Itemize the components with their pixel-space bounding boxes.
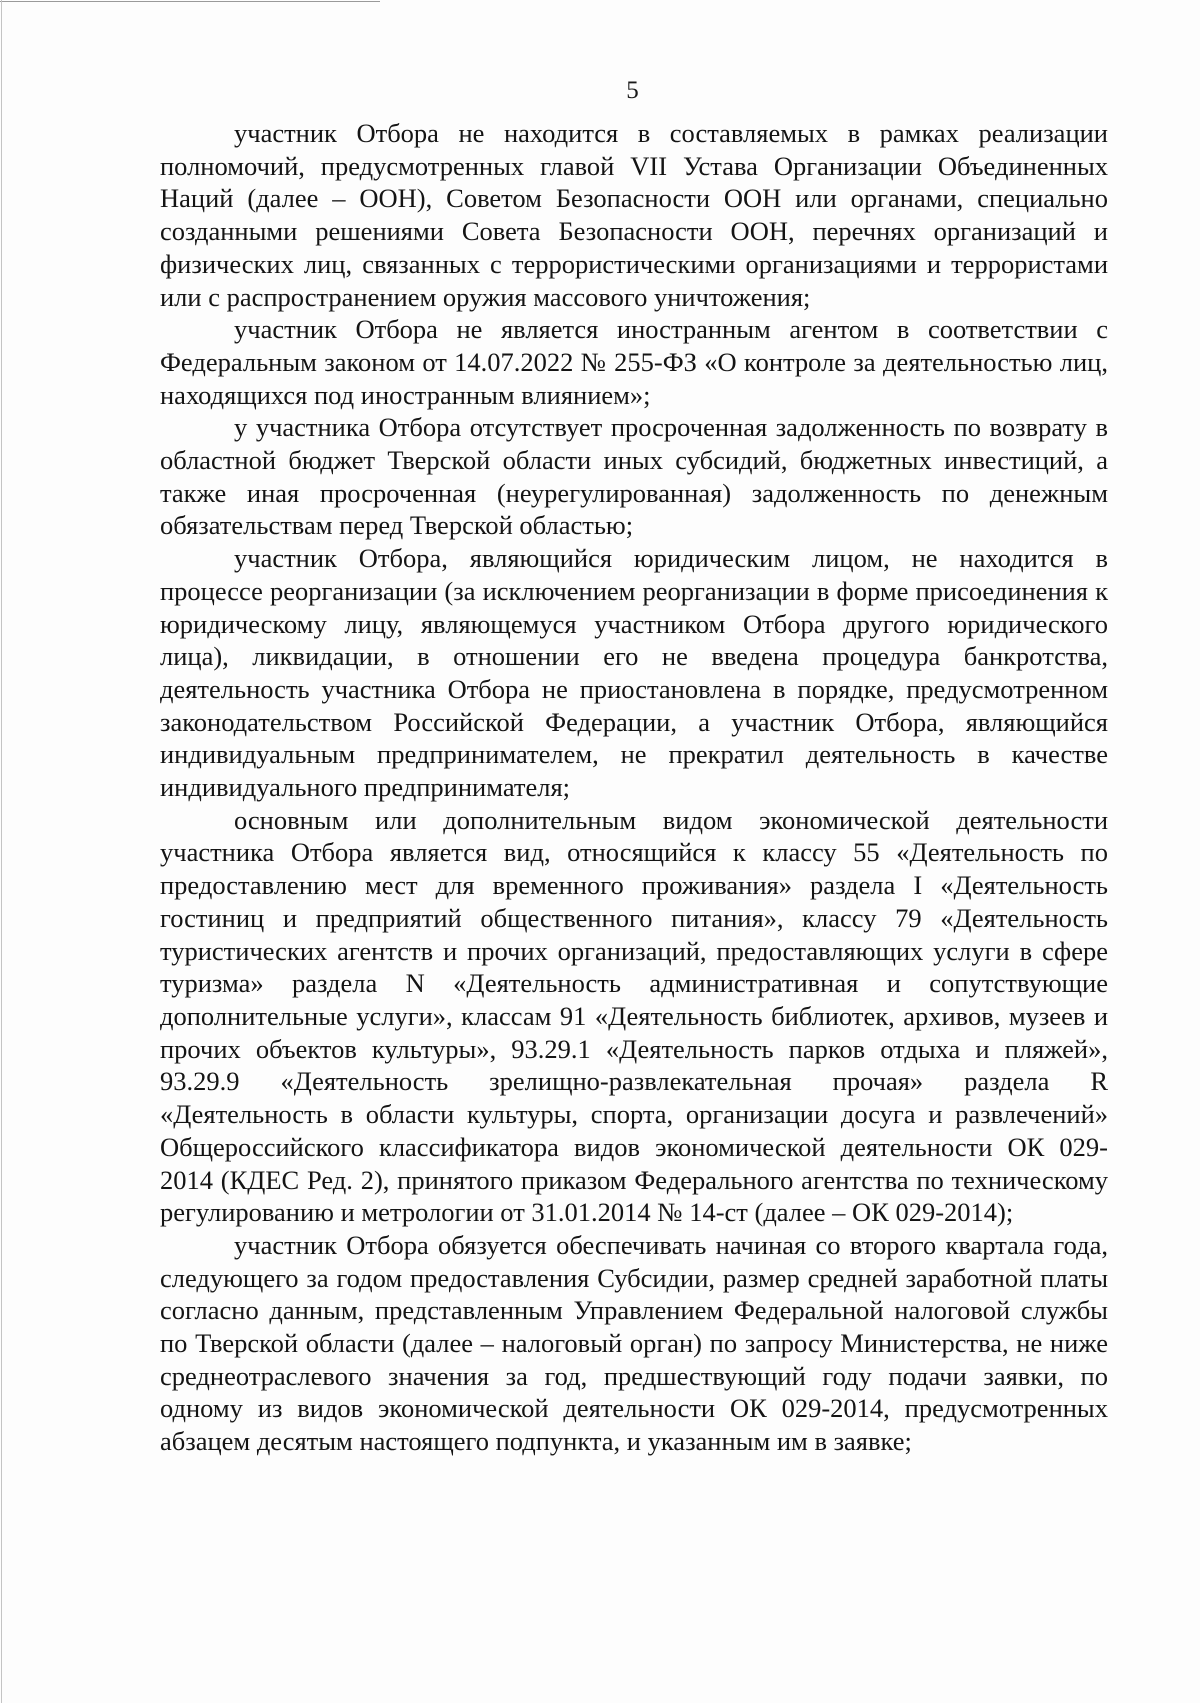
scan-edge-left xyxy=(1,0,2,1703)
document-body xyxy=(160,117,1108,1458)
paragraph-average-salary: участник Отбора обязуется обеспечивать начиная со второго квартала года, следующего за годом предоставления Субсидии, размер средней заработной платы согласно данным, представленным Управлением Федеральной налоговой службы по Тверской области (далее – налоговый орган) по запросу Министерства, не ниже среднеотраслевого значения за год, предшествующий году подачи заявки, по одному из видов экономической деятельности ОК 029-2014, предусмотренных абзацем десятым настоящего подпункта, и указанным им в заявке; xyxy=(160,1229,1108,1457)
paragraph-reorganization: участник Отбора, являющийся юридическим лицом, не находится в процессе реорганизации (за исключением реорганизации в форме присоединения к юридическому лицу, являющемуся участником Отбора другого юридического лица), ликвидации, в отношении его не введена процедура банкротства, деятельность участника Отбора не приостановлена в порядке, предусмотренном законодательством Российской Федерации, а участник Отбора, являющийся индивидуальным предпринимателем, не прекратил деятельность в качестве индивидуального предпринимателя; xyxy=(160,543,1108,803)
paragraph-terrorist-lists: участник Отбора не находится в составляемых в рамках реализации полномочий, предусмотренных главой VII Устава Организации Объединенных Наций (далее – ООН), Советом Безопасности ООН или органами, специально созданными решениями Совета Безопасности ООН, перечнях организаций и физических лиц, связанных с террористическими организациями и террористами или с распространением оружия массового уничтожения; xyxy=(160,118,1108,312)
page-number: 5 xyxy=(626,77,639,104)
paragraph-foreign-agent: участник Отбора не является иностранным агентом в соответствии с Федеральным законом от 14.07.2022 № 255-ФЗ «О контроле за деятельностью лиц, находящихся под иностранным влиянием»; xyxy=(160,314,1108,410)
scan-edge-top xyxy=(0,1,380,2)
paragraph-budget-debt: у участника Отбора отсутствует просроченная задолженность по возврату в областной бюджет Тверской области иных субсидий, бюджетных инвестиций, а также иная просроченная (неурегулированная) задолженность по денежным обязательствам перед Тверской областью; xyxy=(160,412,1108,541)
paragraph-economic-activity: основным или дополнительным видом экономической деятельности участника Отбора является вид, относящийся к классу 55 «Деятельность по предоставлению мест для временного проживания» раздела I «Деятельность гостиниц и предприятий общественного питания», классу 79 «Деятельность туристических агентств и прочих организаций, предоставляющих услуги в сфере туризма» раздела N «Деятельность административная и сопутствующие дополнительные услуги», классам 91 «Деятельность библиотек, архивов, музеев и прочих объектов культуры», 93.29.1 «Деятельность парков отдыха и пляжей», 93.29.9 «Деятельность зрелищно-развлекательная прочая» раздела R «Деятельность в области культуры, спорта, организации досуга и развлечений» Общероссийского классификатора видов экономической деятельности ОК 029-2014 (КДЕС Ред. 2), принятого приказом Федерального агентства по техническому регулированию и метрологии от 31.01.2014 № 14-ст (далее – ОК 029-2014); xyxy=(160,804,1108,1228)
